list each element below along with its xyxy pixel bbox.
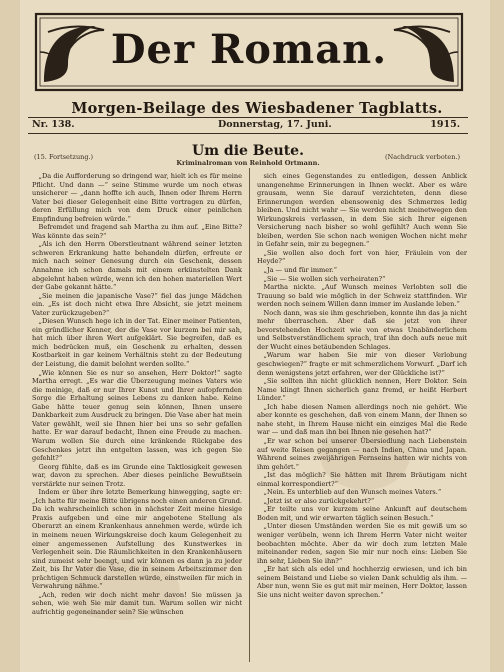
masthead-title: Der Roman. xyxy=(110,26,388,73)
paragraph: „Warum war haben Sie mir von dieser Verlobung geschwiegen?“ fragte er mit schmerzlichem Vorwurf. „Darf ich denn wenigstens jetzt erfahren, wer der Glückliche ist?“ xyxy=(257,351,467,377)
paragraph: „Diesen Wunsch hege ich in der Tat. Einer meiner Patienten, ein gründlicher Kenner, der die Vase vor kurzem bei mir sah, hat mich über ihren Wert aufgeklärt. Sie begreifen, daß es mich bedrücken muß, ein Geschenk zu erhalten, dessen Kostbarkeit in gar keinem Verhältnis steht zu der Bedeutung der Leistung, die damit belohnt werden sollte.“ xyxy=(32,317,242,369)
story-title: Um die Beute. xyxy=(192,143,304,159)
paragraph: „Sie wollen also doch fort von hier, Fräulein von der Heyde?“ xyxy=(257,248,467,266)
paragraph: Georg fühlte, daß es im Grunde eine Taktlosigkeit gewesen war, davon zu sprechen. Aber dieses peinliche Bewußtsein verstärkte nur seinen Trotz. xyxy=(32,462,242,488)
paragraph: „Er hat sich als edel und hochherzig erwiesen, und ich bin seinem Beistand und Liebe so vielen Dank schuldig als ihm. — Aber nun, wenn Sie es gut mit mir meinen, Herr Doktor, lassen Sie uns nicht weiter davon sprechen.“ xyxy=(257,565,467,599)
paragraph: „Sie sollten ihn nicht glücklich nennen, Herr Doktor. Sein Name klingt Ihnen sicherlich ganz fremd, er heißt Herbert Lünder.“ xyxy=(257,377,467,403)
paragraph: „Ja — und für immer.“ xyxy=(257,266,337,275)
paragraph: „Ist das möglich? Sie hätten mit Ihrem Bräutigam nicht einmal korrespondiert?“ xyxy=(257,471,467,488)
issue-date: Donnerstag, 17. Juni. xyxy=(218,119,332,130)
left-column xyxy=(32,172,242,616)
paragraph: „Unter diesen Umständen werden Sie es mit gewiß um so weniger verübeln, wenn ich Ihrem Herrn Vater nicht weiter beobachten möchte. Aber da wir doch zum letzten Male miteinander reden, sagen Sie mir nur noch eins: Lieben Sie ihn sehr, Lieben Sie ihn?“ xyxy=(257,522,467,565)
right-column xyxy=(257,172,467,599)
rule-bottom xyxy=(28,133,468,134)
reprint-notice: (Nachdruck verboten.) xyxy=(385,153,460,161)
paragraph: „Ach, reden wir doch nicht mehr davon! Sie müssen ja sehen, wie weh Sie mir damit tun. Warum sollen wir nicht aufrichtig gegeneinander sein? Sie wünschen xyxy=(32,590,242,616)
issue-number: Nr. 138. xyxy=(32,119,75,130)
masthead xyxy=(34,12,464,92)
story-header xyxy=(28,143,468,167)
paragraph: sich eines Gegenstandes zu entledigen, dessen Anblick unangenehme Erinnerungen in Ihnen weckt. Aber es wäre grausam, wenn Sie darauf verzichteten, denn diese Erinnerungen werden ebensowenig des Schmerzes ledig bleiben. Und nicht wahr — Sie werden nicht meinetwegen den Wirkungskreis verlassen, in dem Sie sich Ihrer eigenen Versicherung nach bisher so wohl gefühlt? Auch wenn Sie bleiben, werden Sie schon nach wenigen Wochen nicht mehr in Gefahr sein, mir zu begegnen.“ xyxy=(257,172,467,249)
issue-year: 1915. xyxy=(430,119,460,130)
paragraph: „Wie können Sie es nur so ansehen, Herr Doktor!“ sagte Martha erregt. „Es war die Überzeugung meines Vaters wie die meinige, daß er nur Ihrer Kunst und Ihrer aufopfernden Sorge die Erhaltung seines Lebens zu danken habe. Keine Gabe hätte teuer genug sein können, Ihnen unsere Dankbarkeit zum Ausdruck zu bringen. Die Vase aber hat mein Vater gewählt, weil sie Ihnen hier bei uns so sehr gefallen hatte. Er war darauf bedacht, Ihnen eine Freude zu machen. Warum wollen Sie durch eine kränkende Rückgabe des Geschenkes jetzt ihn entgelten lassen, was ich gegen Sie gefehlt?“ xyxy=(32,368,242,463)
dateline xyxy=(30,119,466,133)
paragraph: Befremdet und fragend sah Martha zu ihm auf. „Eine Bitte? Was könnte das sein?“ xyxy=(32,223,242,240)
paragraph: „Jetzt ist er also zurückgekehrt?“ xyxy=(257,496,375,505)
column-divider xyxy=(249,168,250,662)
masthead-subtitle: Morgen-Beilage des Wiesbadener Tagblatts. xyxy=(71,100,443,117)
paragraph: „Sie meinen die japanische Vase?“ fiel das junge Mädchen ein. „Es ist doch nicht etwa Ihre Absicht, sie jetzt meinem Vater zurückzugeben?“ xyxy=(32,291,242,317)
paragraph: „Nein. Es unterblieb auf den Wunsch meines Vaters.“ xyxy=(257,488,442,497)
paragraph: „Er war schon bei unserer Übersiedlung nach Liebenstein auf weite Reisen gegangen — nach Indien, China und Japan. Während seines zweijährigen Fernseins hatten wir nichts von ihm gehört.“ xyxy=(257,436,467,471)
paragraph: Indem er über ihre letzte Bemerkung hinwegging, sagte er: „Ich hatte für meine Bitte übrigens noch einen anderen Grund. Da ich wahrscheinlich schon in nächster Zeit meine hiesige Praxis aufgeben und eine mir angebotene Stellung als Oberarzt an einem Krankenhaus annehmen werde, würde ich in meinem neuen Wirkungskreise doch kaum Gelegenheit zu einer angemessenen Aufstellung des Kunstwerkes in Verlegenheit sein. Die Räumlichkeiten in den Krankenhäusern sind zumeist sehr beengt, und wir können es dann ja zu jeder Zeit, bis Ihr Vater die Vase, die in seinem Arbeitszimmer den prächtigen Schmuck darstellen würde, einstweilen für mich in Verwahrung nähme.“ xyxy=(32,488,242,591)
continuation-note: (15. Fortsetzung.) xyxy=(34,153,94,161)
paragraph: „Sie — Sie wollen sich verheiraten?“ xyxy=(257,274,386,283)
paragraph: „Ich habe diesen Namen allerdings noch nie gehört. Wie aber konnte es geschehen, daß von einem Mann, der Ihnen so nahe steht, in Ihrem Hause nicht ein einziges Mal die Rede war — und daß man ihn bei Ihnen nie gesehen hat?“ xyxy=(257,402,467,437)
paragraph: „Er teilte uns vor kurzem seine Ankunft auf deutschem Boden mit, und wir erwarten täglich seinen Besuch.“ xyxy=(257,505,467,522)
paragraph: Martha nickte. „Auf Wunsch meines Verlobten soll die Trauung so bald wie möglich in der Schweiz stattfinden. Wir werden noch seinem Willen dann immer im Auslande leben.“ xyxy=(257,283,467,309)
paragraph: „Als ich den Herrn Oberstleutnant während seiner letzten schweren Erkrankung hatte behandeln dürfen, erfreute er mich nach seiner Genesung durch ein Geschenk, dessen Annahme ich schon damals mit einem erkünstelten Dank abgelehnt haben würde, wenn ich den hohen materiellen Wert der Gabe gekannt hätte.“ xyxy=(32,240,242,292)
paragraph: Noch dann, was sie ihm geschrieben, konnte ihn das ja nicht mehr überraschen. Aber daß sie jetzt von ihrer bevorstehenden Hochzeit wie von etwas Unabänderlichem und Selbstverständlichem sprach, traf ihn doch aufs neue mit der Wucht eines betäubenden Schlages. xyxy=(257,308,467,351)
paragraph: „Da die Aufforderung so dringend war, hielt ich es für meine Pflicht. Und dann —“ seine Stimme wurde um noch etwas unsicherer — „dann hoffte ich auch, Ihnen oder Ihrem Herrn Vater bei dieser Gelegenheit eine Bitte vortragen zu dürfen, deren Erfüllung mich von dem Druck einer peinlichen Empfindung befreien würde.“ xyxy=(32,172,242,223)
story-byline: Kriminalroman von Reinhold Ortmann. xyxy=(176,159,320,167)
rule-top xyxy=(28,117,468,118)
